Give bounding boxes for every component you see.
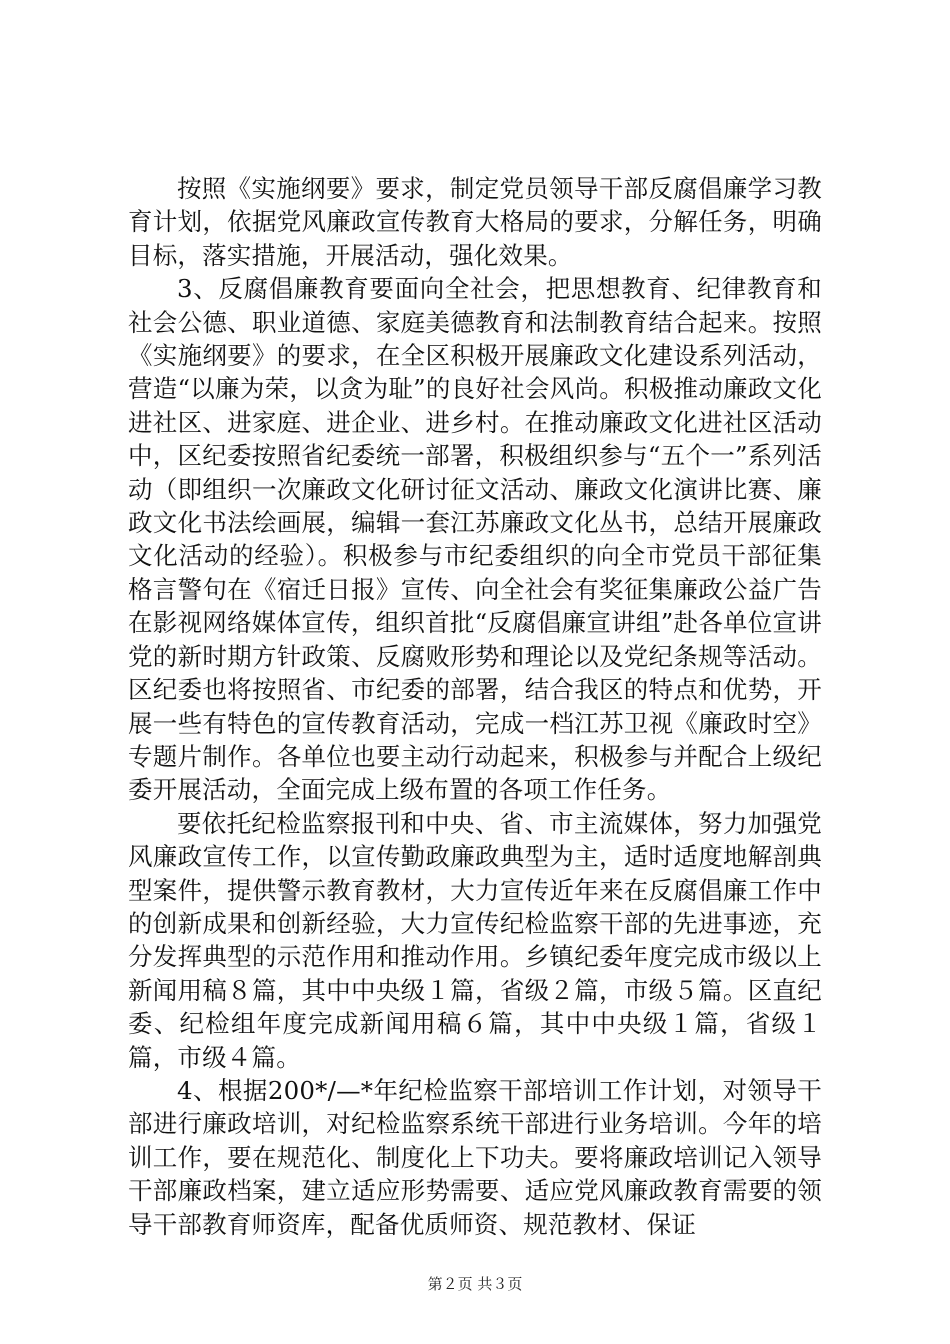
paragraph-4: 4、根据200*/—*年纪检监察干部培训工作计划，对领导干部进行廉政培训，对纪检监察系统干部进行业务培训。今年的培训工作，要在规范化、制度化上下功夫。要将廉政培训记入领导干部廉政档案，建立适应形势需要、适应党风廉政教育需要的领导干部教育师资库，配备优质师资、规范教材、保证	[128, 1075, 822, 1239]
paragraph-3: 要依托纪检监察报刊和中央、省、市主流媒体，努力加强党风廉政宣传工作，以宣传勤政廉政典型为主，适时适度地解剖典型案件，提供警示教育教材，大力宣传近年来在反腐倡廉工作中的创新成果和创新经验，大力宣传纪检监察干部的先进事迹，充分发挥典型的示范作用和推动作用。乡镇纪委年度完成市级以上新闻用稿８篇，其中中央级１篇，省级２篇，市级５篇。区直纪委、纪检组年度完成新闻用稿６篇，其中中央级１篇，省级１篇，市级４篇。	[128, 808, 822, 1072]
page-footer: 第２页 共３页	[427, 1275, 523, 1293]
document-body	[128, 172, 822, 1241]
paragraph-2: 3、反腐倡廉教育要面向全社会，把思想教育、纪律教育和社会公德、职业道德、家庭美德教育和法制教育结合起来。按照《实施纲要》的要求，在全区积极开展廉政文化建设系列活动，营造“以廉为荣，以贪为耻”的良好社会风尚。积极推动廉政文化进社区、进家庭、进企业、进乡村。在推动廉政文化进社区活动中，区纪委按照省纪委统一部署，积极组织参与“五个一”系列活动（即组织一次廉政文化研讨征文活动、廉政文化演讲比赛、廉政文化书法绘画展，编辑一套江苏廉政文化丛书，总结开展廉政文化活动的经验）。积极参与市纪委组织的向全市党员干部征集格言警句在《宿迁日报》宣传、向全社会有奖征集廉政公益广告在影视网络媒体宣传，组织首批“反腐倡廉宣讲组”赴各单位宣讲党的新时期方针政策、反腐败形势和理论以及党纪条规等活动。区纪委也将按照省、市纪委的部署，结合我区的特点和优势，开展一些有特色的宣传教育活动，完成一档江苏卫视《廉政时空》专题片制作。各单位也要主动行动起来，积极参与并配合上级纪委开展活动，全面完成上级布置的各项工作任务。	[128, 274, 822, 805]
paragraph-1: 按照《实施纲要》要求，制定党员领导干部反腐倡廉学习教育计划，依据党风廉政宣传教育大格局的要求，分解任务，明确目标，落实措施，开展活动，强化效果。	[128, 174, 822, 270]
